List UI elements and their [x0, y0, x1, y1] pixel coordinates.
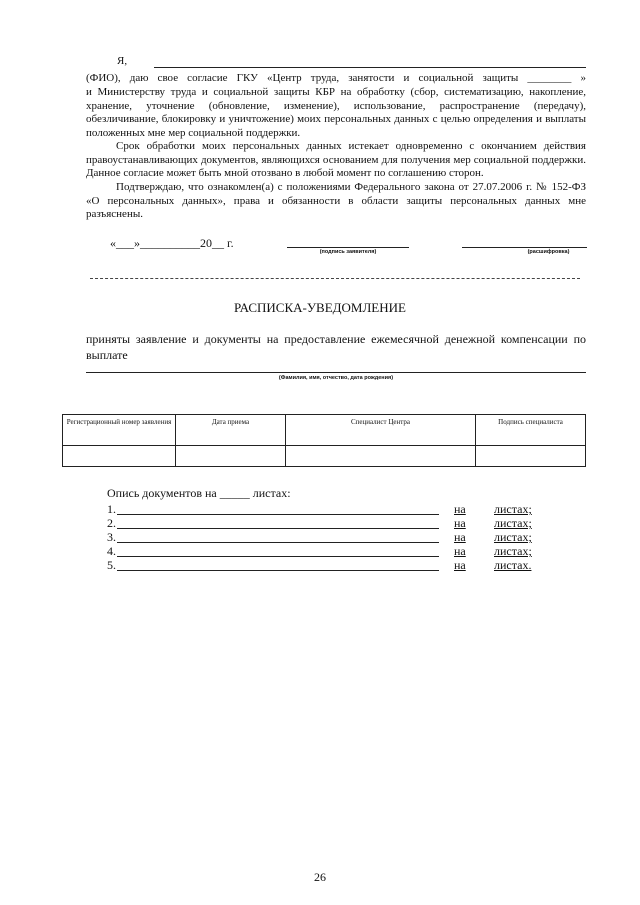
list-item-number: 1. [107, 502, 116, 516]
list-item[interactable] [107, 544, 537, 558]
table-header: Регистрационный номер заявления [63, 415, 176, 446]
list-item-sheets: листах; [494, 530, 532, 544]
list-item-number: 2. [107, 516, 116, 530]
document-name-line[interactable] [117, 514, 439, 515]
consent-line1: (ФИО), даю свое согласие ГКУ «Центр труда, занятости и социальной защиты ________ » [86, 72, 586, 84]
table-header: Подпись специалиста [476, 415, 586, 446]
list-item[interactable] [107, 516, 537, 530]
cut-line [90, 278, 580, 279]
registration-table [62, 414, 586, 467]
applicant-signature-line[interactable] [287, 247, 409, 248]
list-item-number: 5. [107, 558, 116, 572]
list-item[interactable] [107, 558, 537, 572]
list-item-sheets: листах; [494, 516, 532, 530]
receipt-title: РАСПИСКА-УВЕДОМЛЕНИЕ [234, 300, 406, 315]
registration-number-cell[interactable] [63, 446, 176, 467]
specialist-cell[interactable] [286, 446, 476, 467]
fio-line[interactable] [154, 67, 586, 68]
consent-paragraph-1: и Министерству труда и социальной защиты КБР на обработку (сбор, систематизацию, накопление, хранение, уточнение (обновление, изменение), использование, распространение (передачу), обезличивание, блокировку и уничтожение) моих персональных данных с целью определения и выплаты положенных мне мер социальной поддержки. [86, 86, 586, 139]
document-name-line[interactable] [117, 542, 439, 543]
date-field[interactable]: «___»__________20__ г. [110, 236, 234, 250]
inventory-heading: Опись документов на _____ листах: [107, 486, 291, 500]
consent-paragraph-2: Срок обработки моих персональных данных истекает одновременно с окончанием действия правоустанавливающих документов, являющихся основанием для получения мер социальной поддержки. Данное согласие может быть мной отозвано в любой момент по соглашению сторон. [86, 140, 586, 179]
specialist-signature-cell[interactable] [476, 446, 586, 467]
list-item[interactable] [107, 502, 537, 516]
ya-label: Я, [117, 55, 128, 67]
list-item-na: на [454, 558, 466, 572]
list-item-na: на [454, 502, 466, 516]
transcript-line[interactable] [462, 247, 587, 248]
applicant-name-line[interactable] [86, 372, 586, 373]
document-name-line[interactable] [117, 528, 439, 529]
applicant-signature-caption: (подпись заявителя) [319, 249, 377, 255]
receipt-date-cell[interactable] [176, 446, 286, 467]
table-header: Специалист Центра [286, 415, 476, 446]
page-number: 26 [314, 870, 326, 884]
table-row [63, 446, 586, 467]
list-item-na: на [454, 516, 466, 530]
list-item-na: на [454, 530, 466, 544]
table-header: Дата приема [176, 415, 286, 446]
applicant-name-caption: (Фамилия, имя, отчество, дата рождения) [278, 375, 394, 381]
receipt-text: приняты заявление и документы на предоставление ежемесячной денежной компенсации по выплате [86, 332, 586, 362]
transcript-caption: (расшифровка) [527, 249, 570, 255]
document-name-line[interactable] [117, 570, 439, 571]
table-header-row [63, 415, 586, 446]
list-item-sheets: листах. [494, 558, 532, 572]
list-item-number: 3. [107, 530, 116, 544]
list-item-na: на [454, 544, 466, 558]
consent-paragraph-3: Подтверждаю, что ознакомлен(а) с положениями Федерального закона от 27.07.2006 г. № 152-ФЗ «О персональных данных», права и обязанности в области защиты персональных данных мне разъяснены. [86, 181, 586, 220]
document-name-line[interactable] [117, 556, 439, 557]
list-item-sheets: листах; [494, 544, 532, 558]
list-item-sheets: листах; [494, 502, 532, 516]
list-item-number: 4. [107, 544, 116, 558]
list-item[interactable] [107, 530, 537, 544]
